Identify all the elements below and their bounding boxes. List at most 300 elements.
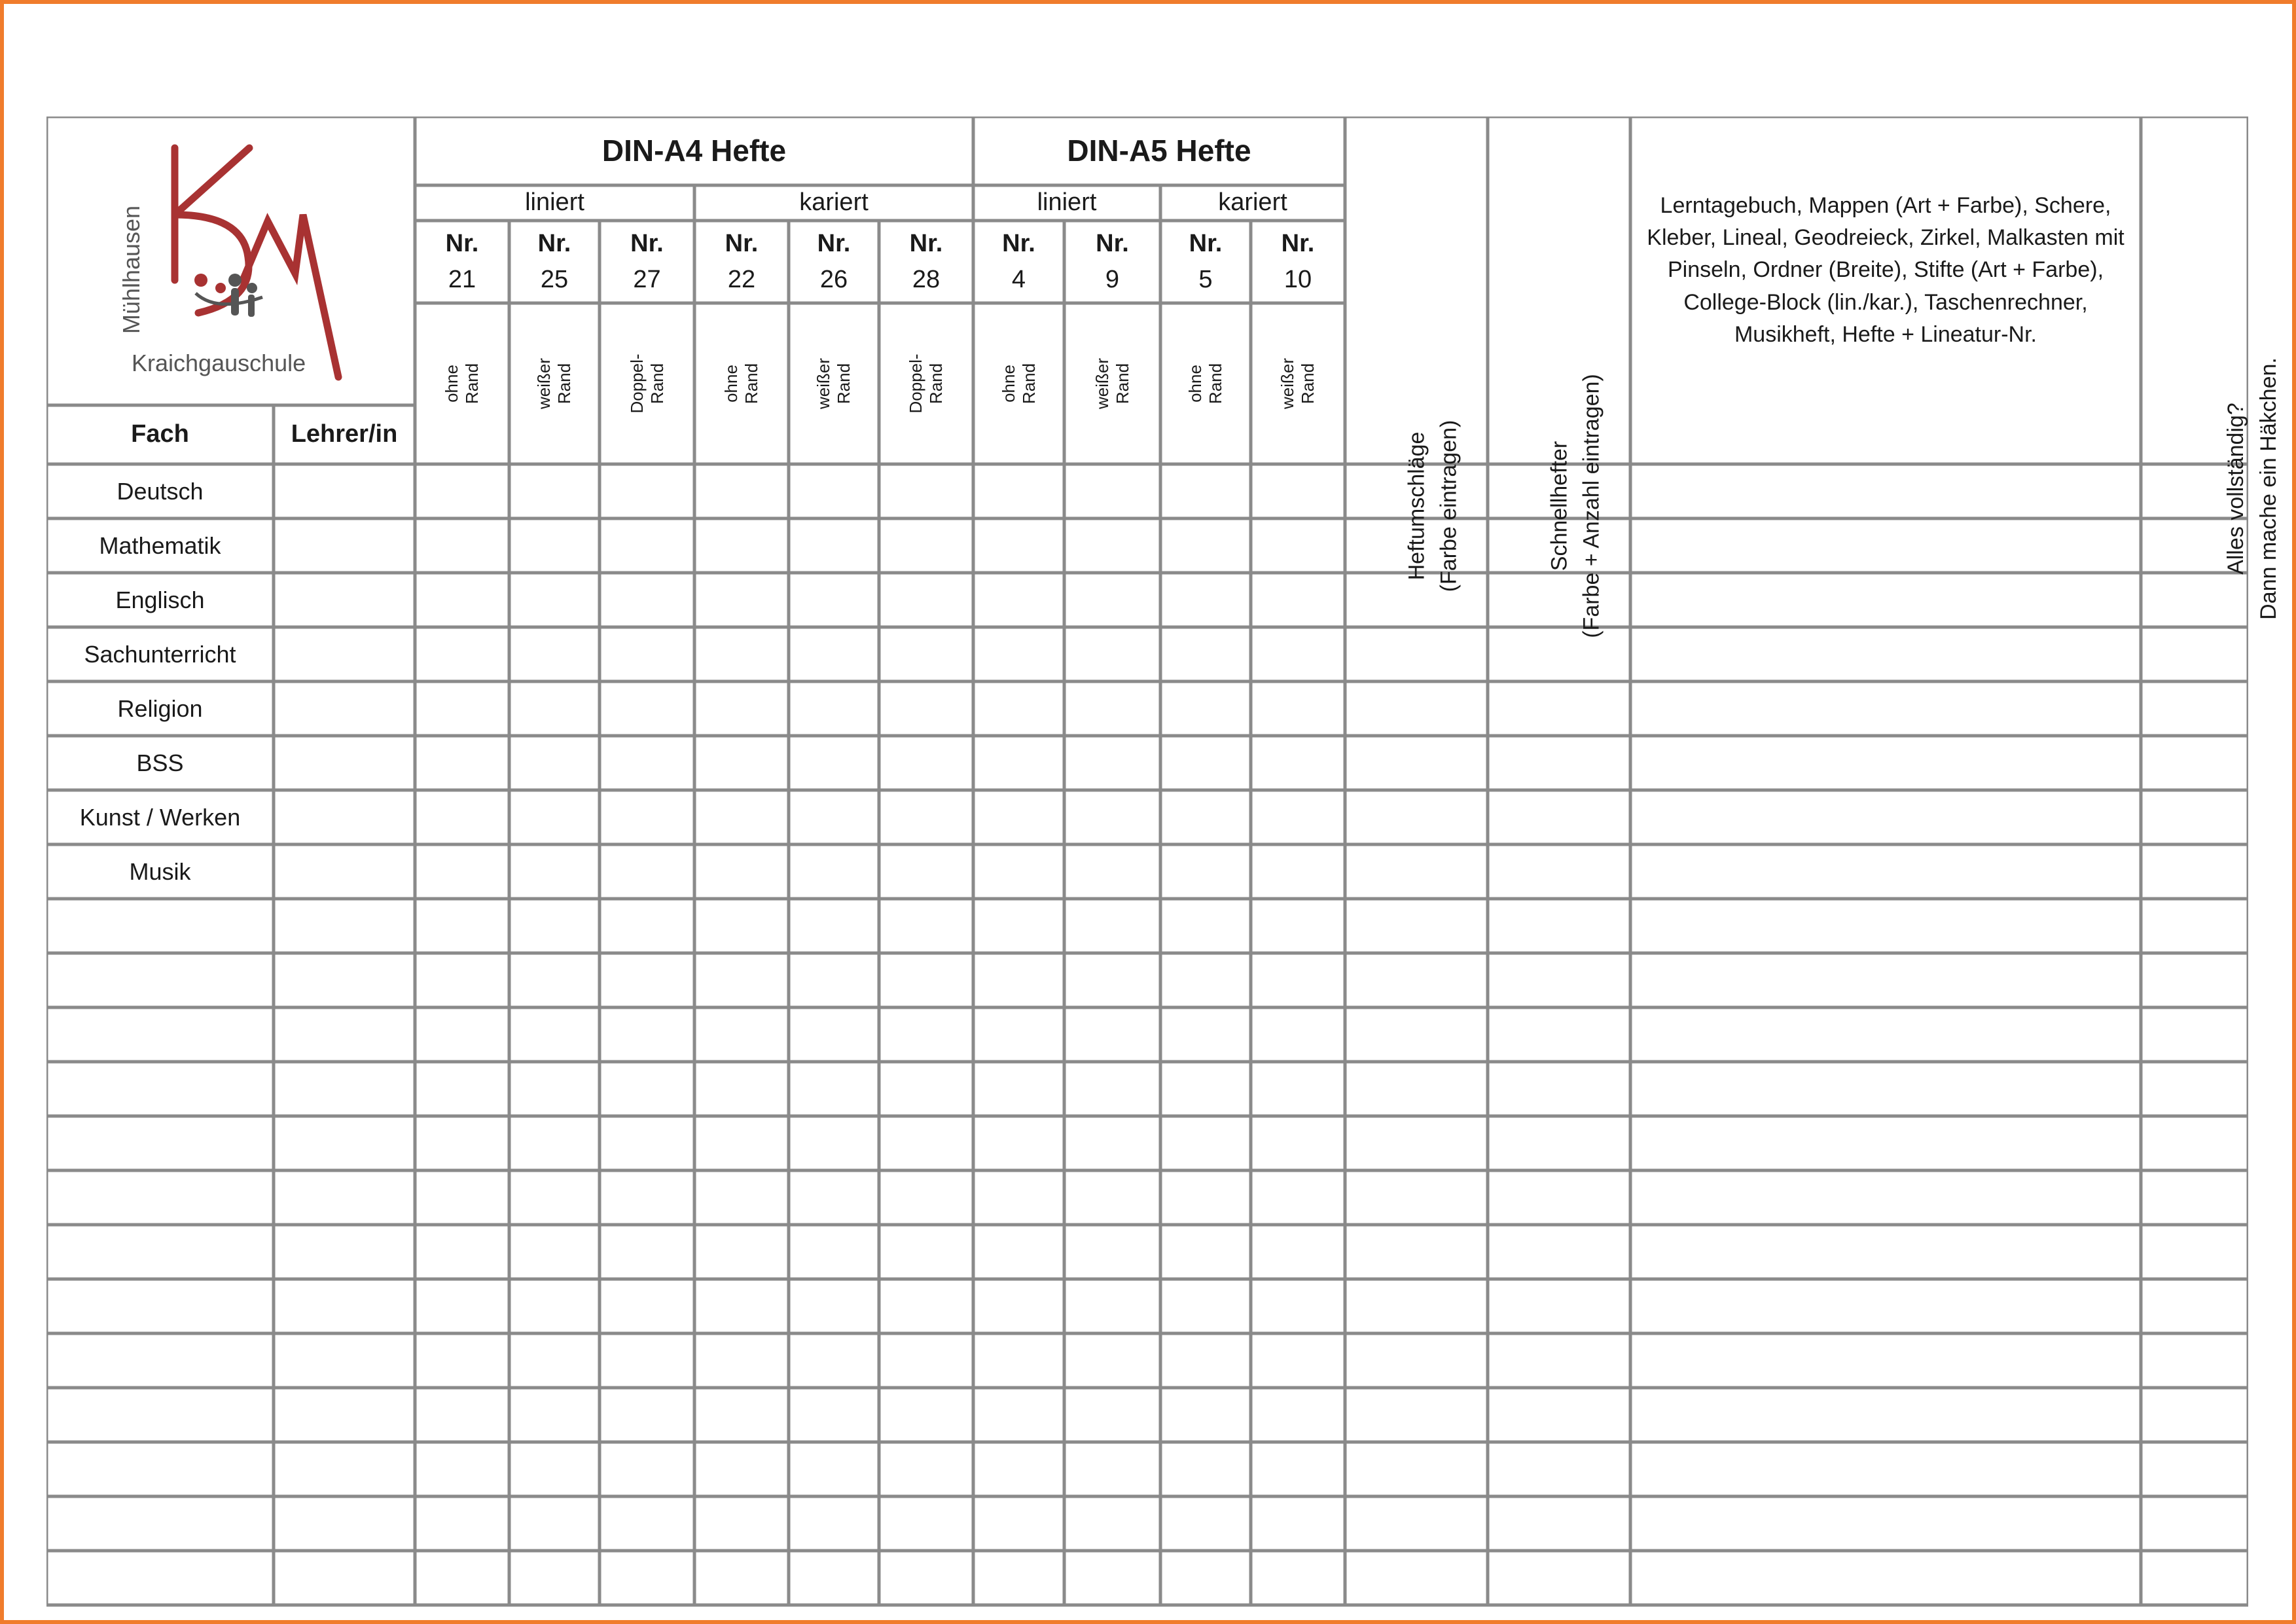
entry-cell[interactable] [1630, 464, 2141, 518]
entry-cell[interactable] [2141, 627, 2248, 681]
entry-cell[interactable] [1251, 953, 1345, 1007]
entry-cell[interactable] [509, 736, 600, 790]
entry-cell[interactable] [973, 1007, 1064, 1062]
entry-cell[interactable] [1064, 1225, 1160, 1279]
entry-cell[interactable] [415, 1333, 509, 1388]
entry-cell[interactable] [879, 464, 973, 518]
entry-cell[interactable] [789, 1170, 879, 1225]
entry-cell[interactable] [973, 1116, 1064, 1170]
entry-cell[interactable] [600, 1007, 694, 1062]
entry-cell[interactable] [1064, 681, 1160, 736]
entry-cell[interactable] [2141, 464, 2248, 518]
subject-input-cell[interactable] [46, 1333, 274, 1388]
entry-cell[interactable] [1345, 1496, 1488, 1551]
entry-cell[interactable] [509, 1388, 600, 1442]
entry-cell[interactable] [415, 1442, 509, 1496]
entry-cell[interactable] [879, 1333, 973, 1388]
entry-cell[interactable] [1064, 790, 1160, 844]
entry-cell[interactable] [600, 1116, 694, 1170]
entry-cell[interactable] [789, 627, 879, 681]
entry-cell[interactable] [1630, 1333, 2141, 1388]
entry-cell[interactable] [973, 681, 1064, 736]
entry-cell[interactable] [415, 1279, 509, 1333]
entry-cell[interactable] [1160, 1333, 1251, 1388]
entry-cell[interactable] [600, 518, 694, 573]
entry-cell[interactable] [1488, 464, 1630, 518]
entry-cell[interactable] [274, 1551, 415, 1605]
entry-cell[interactable] [789, 1116, 879, 1170]
entry-cell[interactable] [1345, 899, 1488, 953]
entry-cell[interactable] [1160, 1279, 1251, 1333]
entry-cell[interactable] [1160, 899, 1251, 953]
entry-cell[interactable] [1488, 1442, 1630, 1496]
entry-cell[interactable] [694, 899, 789, 953]
entry-cell[interactable] [879, 844, 973, 899]
entry-cell[interactable] [509, 573, 600, 627]
entry-cell[interactable] [1160, 1388, 1251, 1442]
entry-cell[interactable] [1251, 1170, 1345, 1225]
entry-cell[interactable] [509, 844, 600, 899]
entry-cell[interactable] [789, 573, 879, 627]
entry-cell[interactable] [1160, 627, 1251, 681]
entry-cell[interactable] [1160, 518, 1251, 573]
entry-cell[interactable] [789, 1496, 879, 1551]
entry-cell[interactable] [1064, 899, 1160, 953]
entry-cell[interactable] [879, 899, 973, 953]
entry-cell[interactable] [1251, 1496, 1345, 1551]
subject-input-cell[interactable] [46, 1116, 274, 1170]
entry-cell[interactable] [879, 1062, 973, 1116]
entry-cell[interactable] [1488, 1551, 1630, 1605]
entry-cell[interactable] [694, 790, 789, 844]
entry-cell[interactable] [1251, 1442, 1345, 1496]
entry-cell[interactable] [879, 1442, 973, 1496]
entry-cell[interactable] [694, 1333, 789, 1388]
entry-cell[interactable] [1160, 736, 1251, 790]
entry-cell[interactable] [694, 573, 789, 627]
entry-cell[interactable] [1251, 790, 1345, 844]
entry-cell[interactable] [1630, 1496, 2141, 1551]
entry-cell[interactable] [879, 1496, 973, 1551]
entry-cell[interactable] [600, 1170, 694, 1225]
entry-cell[interactable] [789, 1442, 879, 1496]
entry-cell[interactable] [2141, 790, 2248, 844]
entry-cell[interactable] [509, 1442, 600, 1496]
entry-cell[interactable] [415, 1388, 509, 1442]
entry-cell[interactable] [600, 790, 694, 844]
entry-cell[interactable] [789, 1007, 879, 1062]
entry-cell[interactable] [1488, 627, 1630, 681]
entry-cell[interactable] [1630, 1170, 2141, 1225]
entry-cell[interactable] [415, 464, 509, 518]
entry-cell[interactable] [1630, 1442, 2141, 1496]
entry-cell[interactable] [274, 518, 415, 573]
entry-cell[interactable] [2141, 681, 2248, 736]
entry-cell[interactable] [415, 627, 509, 681]
entry-cell[interactable] [2141, 1279, 2248, 1333]
entry-cell[interactable] [1064, 1062, 1160, 1116]
entry-cell[interactable] [2141, 518, 2248, 573]
entry-cell[interactable] [1345, 1279, 1488, 1333]
entry-cell[interactable] [509, 1551, 600, 1605]
entry-cell[interactable] [973, 1333, 1064, 1388]
entry-cell[interactable] [274, 844, 415, 899]
entry-cell[interactable] [509, 1225, 600, 1279]
entry-cell[interactable] [1345, 1442, 1488, 1496]
entry-cell[interactable] [2141, 1116, 2248, 1170]
entry-cell[interactable] [973, 790, 1064, 844]
entry-cell[interactable] [1345, 790, 1488, 844]
entry-cell[interactable] [1488, 1333, 1630, 1388]
entry-cell[interactable] [1251, 627, 1345, 681]
entry-cell[interactable] [1345, 1116, 1488, 1170]
entry-cell[interactable] [1160, 1116, 1251, 1170]
entry-cell[interactable] [1488, 844, 1630, 899]
entry-cell[interactable] [879, 1551, 973, 1605]
entry-cell[interactable] [2141, 1225, 2248, 1279]
subject-input-cell[interactable] [46, 1062, 274, 1116]
entry-cell[interactable] [694, 1388, 789, 1442]
entry-cell[interactable] [1630, 1279, 2141, 1333]
entry-cell[interactable] [509, 627, 600, 681]
entry-cell[interactable] [1488, 1388, 1630, 1442]
entry-cell[interactable] [1251, 1225, 1345, 1279]
entry-cell[interactable] [694, 1551, 789, 1605]
entry-cell[interactable] [1488, 1062, 1630, 1116]
entry-cell[interactable] [415, 736, 509, 790]
entry-cell[interactable] [1251, 1279, 1345, 1333]
entry-cell[interactable] [694, 1442, 789, 1496]
entry-cell[interactable] [509, 790, 600, 844]
entry-cell[interactable] [1064, 953, 1160, 1007]
entry-cell[interactable] [1251, 573, 1345, 627]
entry-cell[interactable] [2141, 899, 2248, 953]
entry-cell[interactable] [1488, 790, 1630, 844]
entry-cell[interactable] [1251, 899, 1345, 953]
entry-cell[interactable] [274, 953, 415, 1007]
entry-cell[interactable] [600, 1062, 694, 1116]
entry-cell[interactable] [973, 953, 1064, 1007]
entry-cell[interactable] [973, 1170, 1064, 1225]
entry-cell[interactable] [1630, 736, 2141, 790]
entry-cell[interactable] [1251, 681, 1345, 736]
entry-cell[interactable] [789, 1388, 879, 1442]
entry-cell[interactable] [1251, 1116, 1345, 1170]
entry-cell[interactable] [1630, 518, 2141, 573]
entry-cell[interactable] [1345, 736, 1488, 790]
entry-cell[interactable] [879, 1225, 973, 1279]
entry-cell[interactable] [1488, 573, 1630, 627]
entry-cell[interactable] [879, 1170, 973, 1225]
entry-cell[interactable] [973, 736, 1064, 790]
entry-cell[interactable] [415, 1551, 509, 1605]
entry-cell[interactable] [1160, 790, 1251, 844]
entry-cell[interactable] [509, 953, 600, 1007]
entry-cell[interactable] [2141, 1551, 2248, 1605]
entry-cell[interactable] [1630, 1007, 2141, 1062]
entry-cell[interactable] [415, 1062, 509, 1116]
entry-cell[interactable] [879, 790, 973, 844]
entry-cell[interactable] [789, 518, 879, 573]
entry-cell[interactable] [973, 844, 1064, 899]
entry-cell[interactable] [509, 1279, 600, 1333]
entry-cell[interactable] [1345, 518, 1488, 573]
entry-cell[interactable] [1345, 573, 1488, 627]
entry-cell[interactable] [1160, 953, 1251, 1007]
entry-cell[interactable] [879, 1116, 973, 1170]
entry-cell[interactable] [1630, 1062, 2141, 1116]
entry-cell[interactable] [2141, 736, 2248, 790]
entry-cell[interactable] [415, 681, 509, 736]
entry-cell[interactable] [694, 1496, 789, 1551]
entry-cell[interactable] [973, 1442, 1064, 1496]
entry-cell[interactable] [1488, 1007, 1630, 1062]
entry-cell[interactable] [1488, 899, 1630, 953]
entry-cell[interactable] [1160, 1496, 1251, 1551]
entry-cell[interactable] [1488, 736, 1630, 790]
entry-cell[interactable] [1160, 681, 1251, 736]
entry-cell[interactable] [1630, 1225, 2141, 1279]
entry-cell[interactable] [2141, 1442, 2248, 1496]
entry-cell[interactable] [600, 1551, 694, 1605]
entry-cell[interactable] [1160, 1007, 1251, 1062]
entry-cell[interactable] [1064, 1496, 1160, 1551]
entry-cell[interactable] [2141, 1007, 2248, 1062]
entry-cell[interactable] [274, 1116, 415, 1170]
entry-cell[interactable] [1160, 573, 1251, 627]
entry-cell[interactable] [509, 1333, 600, 1388]
entry-cell[interactable] [509, 1496, 600, 1551]
entry-cell[interactable] [415, 1225, 509, 1279]
entry-cell[interactable] [415, 573, 509, 627]
entry-cell[interactable] [1345, 627, 1488, 681]
subject-input-cell[interactable] [46, 1496, 274, 1551]
entry-cell[interactable] [1251, 1388, 1345, 1442]
entry-cell[interactable] [600, 681, 694, 736]
entry-cell[interactable] [274, 1496, 415, 1551]
entry-cell[interactable] [274, 1225, 415, 1279]
entry-cell[interactable] [415, 1496, 509, 1551]
entry-cell[interactable] [274, 1333, 415, 1388]
entry-cell[interactable] [274, 1388, 415, 1442]
entry-cell[interactable] [1345, 1388, 1488, 1442]
entry-cell[interactable] [1345, 464, 1488, 518]
entry-cell[interactable] [789, 1333, 879, 1388]
entry-cell[interactable] [1064, 1116, 1160, 1170]
entry-cell[interactable] [1488, 1225, 1630, 1279]
entry-cell[interactable] [1160, 1442, 1251, 1496]
entry-cell[interactable] [1345, 681, 1488, 736]
entry-cell[interactable] [1160, 464, 1251, 518]
subject-input-cell[interactable] [46, 1551, 274, 1605]
entry-cell[interactable] [1488, 1496, 1630, 1551]
entry-cell[interactable] [1630, 1116, 2141, 1170]
entry-cell[interactable] [2141, 1388, 2248, 1442]
entry-cell[interactable] [600, 1225, 694, 1279]
entry-cell[interactable] [789, 899, 879, 953]
entry-cell[interactable] [274, 1442, 415, 1496]
entry-cell[interactable] [274, 736, 415, 790]
entry-cell[interactable] [2141, 1062, 2248, 1116]
entry-cell[interactable] [1064, 1551, 1160, 1605]
entry-cell[interactable] [1488, 518, 1630, 573]
entry-cell[interactable] [1160, 844, 1251, 899]
entry-cell[interactable] [789, 681, 879, 736]
entry-cell[interactable] [694, 953, 789, 1007]
entry-cell[interactable] [789, 953, 879, 1007]
entry-cell[interactable] [694, 518, 789, 573]
entry-cell[interactable] [1345, 1333, 1488, 1388]
entry-cell[interactable] [1251, 518, 1345, 573]
entry-cell[interactable] [509, 1062, 600, 1116]
entry-cell[interactable] [600, 899, 694, 953]
entry-cell[interactable] [973, 627, 1064, 681]
entry-cell[interactable] [2141, 953, 2248, 1007]
entry-cell[interactable] [1160, 1170, 1251, 1225]
entry-cell[interactable] [600, 464, 694, 518]
entry-cell[interactable] [1345, 1062, 1488, 1116]
entry-cell[interactable] [973, 1225, 1064, 1279]
entry-cell[interactable] [415, 953, 509, 1007]
entry-cell[interactable] [1345, 1551, 1488, 1605]
entry-cell[interactable] [973, 899, 1064, 953]
entry-cell[interactable] [1630, 573, 2141, 627]
entry-cell[interactable] [694, 1170, 789, 1225]
entry-cell[interactable] [2141, 1170, 2248, 1225]
entry-cell[interactable] [973, 573, 1064, 627]
entry-cell[interactable] [1488, 681, 1630, 736]
entry-cell[interactable] [694, 627, 789, 681]
entry-cell[interactable] [789, 736, 879, 790]
entry-cell[interactable] [1064, 1388, 1160, 1442]
entry-cell[interactable] [789, 790, 879, 844]
entry-cell[interactable] [1064, 1007, 1160, 1062]
entry-cell[interactable] [1064, 1333, 1160, 1388]
entry-cell[interactable] [600, 953, 694, 1007]
entry-cell[interactable] [879, 627, 973, 681]
entry-cell[interactable] [1064, 1170, 1160, 1225]
entry-cell[interactable] [1488, 1279, 1630, 1333]
entry-cell[interactable] [1630, 899, 2141, 953]
entry-cell[interactable] [1251, 1062, 1345, 1116]
subject-input-cell[interactable] [46, 953, 274, 1007]
subject-input-cell[interactable] [46, 1388, 274, 1442]
entry-cell[interactable] [274, 899, 415, 953]
entry-cell[interactable] [1251, 1551, 1345, 1605]
entry-cell[interactable] [1064, 1442, 1160, 1496]
entry-cell[interactable] [879, 518, 973, 573]
entry-cell[interactable] [415, 1170, 509, 1225]
entry-cell[interactable] [509, 681, 600, 736]
entry-cell[interactable] [789, 1062, 879, 1116]
entry-cell[interactable] [415, 844, 509, 899]
entry-cell[interactable] [1064, 844, 1160, 899]
entry-cell[interactable] [973, 1388, 1064, 1442]
entry-cell[interactable] [509, 1170, 600, 1225]
entry-cell[interactable] [1345, 1007, 1488, 1062]
entry-cell[interactable] [1345, 1170, 1488, 1225]
entry-cell[interactable] [274, 1062, 415, 1116]
entry-cell[interactable] [1160, 1225, 1251, 1279]
entry-cell[interactable] [1630, 681, 2141, 736]
entry-cell[interactable] [274, 1007, 415, 1062]
entry-cell[interactable] [1064, 464, 1160, 518]
entry-cell[interactable] [1488, 1170, 1630, 1225]
entry-cell[interactable] [973, 464, 1064, 518]
entry-cell[interactable] [1064, 518, 1160, 573]
entry-cell[interactable] [1251, 844, 1345, 899]
subject-input-cell[interactable] [46, 1225, 274, 1279]
entry-cell[interactable] [973, 1551, 1064, 1605]
entry-cell[interactable] [879, 1388, 973, 1442]
entry-cell[interactable] [879, 1007, 973, 1062]
entry-cell[interactable] [274, 1279, 415, 1333]
entry-cell[interactable] [789, 1279, 879, 1333]
entry-cell[interactable] [600, 1496, 694, 1551]
entry-cell[interactable] [1345, 953, 1488, 1007]
entry-cell[interactable] [600, 736, 694, 790]
entry-cell[interactable] [274, 1170, 415, 1225]
entry-cell[interactable] [694, 736, 789, 790]
entry-cell[interactable] [2141, 1333, 2248, 1388]
entry-cell[interactable] [973, 1062, 1064, 1116]
entry-cell[interactable] [600, 844, 694, 899]
entry-cell[interactable] [2141, 844, 2248, 899]
entry-cell[interactable] [1251, 1007, 1345, 1062]
entry-cell[interactable] [2141, 573, 2248, 627]
entry-cell[interactable] [694, 1062, 789, 1116]
entry-cell[interactable] [973, 1279, 1064, 1333]
entry-cell[interactable] [789, 844, 879, 899]
entry-cell[interactable] [879, 681, 973, 736]
entry-cell[interactable] [1630, 1551, 2141, 1605]
entry-cell[interactable] [789, 464, 879, 518]
entry-cell[interactable] [600, 1279, 694, 1333]
entry-cell[interactable] [600, 1388, 694, 1442]
entry-cell[interactable] [1630, 844, 2141, 899]
entry-cell[interactable] [1251, 1333, 1345, 1388]
entry-cell[interactable] [694, 681, 789, 736]
entry-cell[interactable] [415, 899, 509, 953]
entry-cell[interactable] [509, 464, 600, 518]
entry-cell[interactable] [509, 518, 600, 573]
entry-cell[interactable] [789, 1225, 879, 1279]
entry-cell[interactable] [973, 1496, 1064, 1551]
entry-cell[interactable] [1630, 627, 2141, 681]
entry-cell[interactable] [879, 573, 973, 627]
entry-cell[interactable] [1160, 1062, 1251, 1116]
entry-cell[interactable] [415, 790, 509, 844]
entry-cell[interactable] [1488, 953, 1630, 1007]
entry-cell[interactable] [1630, 790, 2141, 844]
entry-cell[interactable] [1064, 736, 1160, 790]
entry-cell[interactable] [879, 1279, 973, 1333]
entry-cell[interactable] [694, 1007, 789, 1062]
entry-cell[interactable] [694, 1225, 789, 1279]
entry-cell[interactable] [600, 1333, 694, 1388]
entry-cell[interactable] [274, 573, 415, 627]
entry-cell[interactable] [600, 1442, 694, 1496]
entry-cell[interactable] [2141, 1496, 2248, 1551]
entry-cell[interactable] [509, 899, 600, 953]
entry-cell[interactable] [694, 464, 789, 518]
entry-cell[interactable] [1064, 1279, 1160, 1333]
entry-cell[interactable] [415, 1007, 509, 1062]
entry-cell[interactable] [789, 1551, 879, 1605]
entry-cell[interactable] [879, 953, 973, 1007]
entry-cell[interactable] [1630, 1388, 2141, 1442]
entry-cell[interactable] [1160, 1551, 1251, 1605]
